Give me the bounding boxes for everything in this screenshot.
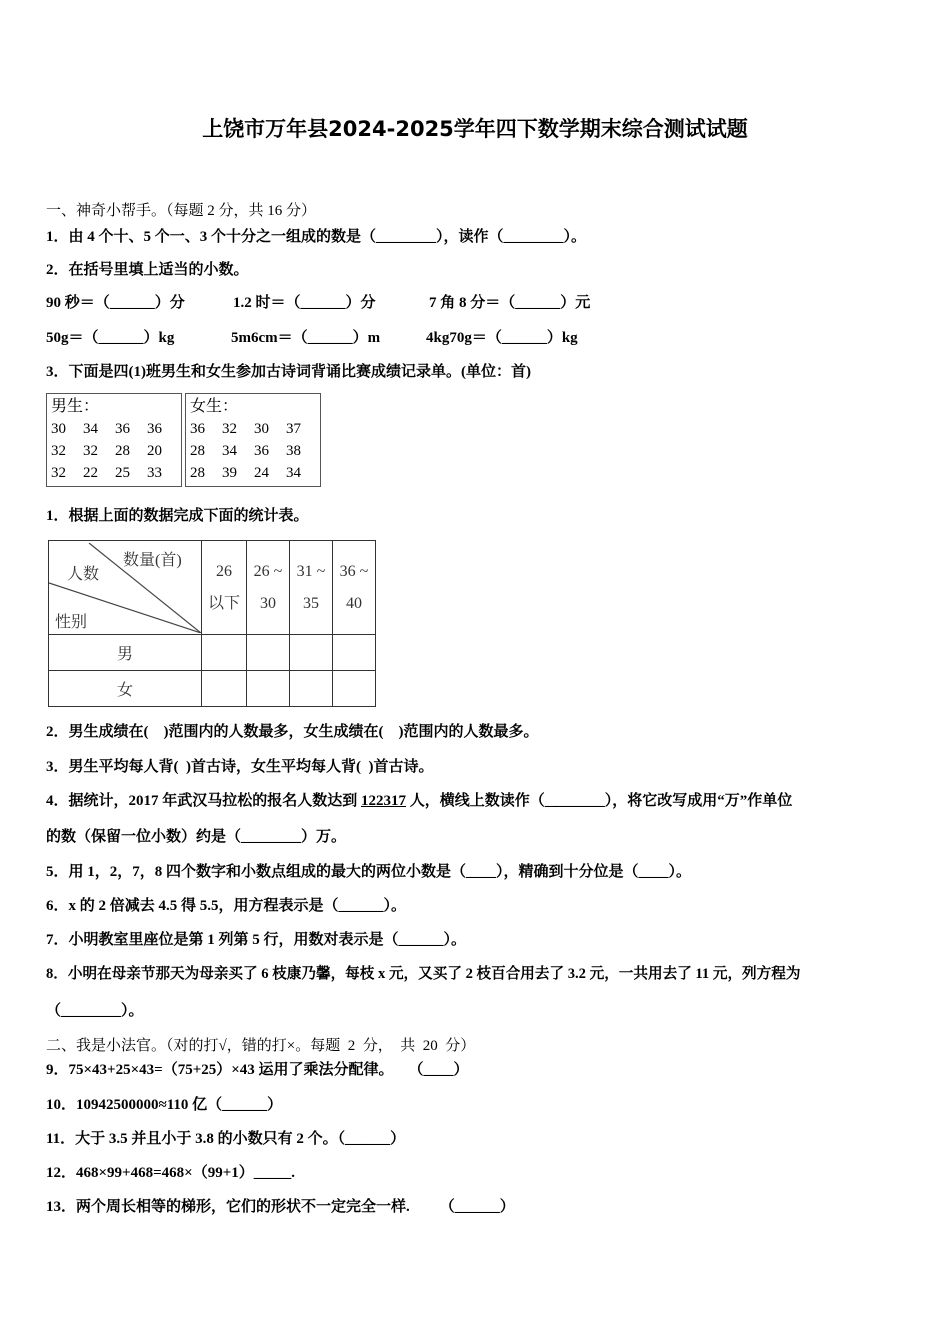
score: 34 bbox=[83, 420, 98, 437]
score: 39 bbox=[222, 464, 237, 481]
score: 28 bbox=[190, 442, 205, 459]
score: 28 bbox=[115, 442, 130, 459]
score: 36 bbox=[115, 420, 130, 437]
question-6: 6．x 的 2 倍减去 4.5 得 5.5，用方程表示是（______）。 bbox=[46, 898, 407, 914]
score: 30 bbox=[254, 420, 269, 437]
corner-top-label: 数量(首) bbox=[123, 551, 182, 569]
diagonal-header bbox=[49, 541, 202, 635]
q2-item: 7 角 8 分＝（______）元 bbox=[429, 295, 591, 311]
score: 20 bbox=[147, 442, 162, 459]
corner-middle-label: 人数 bbox=[67, 565, 100, 583]
blank-cell[interactable] bbox=[202, 671, 247, 707]
question-3: 3．下面是四(1)班男生和女生参加古诗词背诵比赛成绩记录单。(单位：首) bbox=[46, 364, 531, 380]
column-header: 31 ~ 35 bbox=[290, 541, 333, 635]
corner-bottom-label: 性别 bbox=[55, 613, 88, 631]
score: 24 bbox=[254, 464, 269, 481]
blank-cell[interactable] bbox=[333, 635, 376, 671]
boys-label: 男生： bbox=[51, 398, 100, 415]
question-4-continued: 的数（保留一位小数）约是（________）万。 bbox=[46, 829, 347, 845]
question-5: 5．用 1，2，7，8 四个数字和小数点组成的最大的两位小数是（____），精确到十分位是（____）。 bbox=[46, 864, 692, 880]
score: 30 bbox=[51, 420, 66, 437]
score: 36 bbox=[254, 442, 269, 459]
score: 38 bbox=[286, 442, 301, 459]
statistics-table bbox=[48, 540, 376, 707]
question-8-continued: （________）。 bbox=[46, 1003, 144, 1019]
question-9: 9．75×43+25×43=（75+25）×43 运用了乘法分配律。 （____） bbox=[46, 1062, 469, 1078]
blank-cell[interactable] bbox=[333, 671, 376, 707]
column-header: 26 ~ 30 bbox=[247, 541, 290, 635]
page-title: 上饶市万年县2024-2025学年四下数学期末综合测试试题 bbox=[202, 117, 748, 141]
sub-question-3: 3．男生平均每人背( )首古诗，女生平均每人背( )首古诗。 bbox=[46, 759, 434, 775]
question-2: 2．在括号里填上适当的小数。 bbox=[46, 262, 249, 278]
score: 33 bbox=[147, 464, 162, 481]
underlined-number: 122317 bbox=[361, 793, 407, 809]
score: 32 bbox=[51, 442, 66, 459]
sub-question-1: 1．根据上面的数据完成下面的统计表。 bbox=[46, 508, 309, 524]
question-7: 7．小明教室里座位是第 1 列第 5 行，用数对表示是（______）。 bbox=[46, 932, 467, 948]
score: 28 bbox=[190, 464, 205, 481]
section-2-heading: 二、我是小法官。（对的打√，错的打×。每题 2 分， 共 20 分） bbox=[46, 1038, 476, 1054]
score: 22 bbox=[83, 464, 98, 481]
column-header: 26 以下 bbox=[202, 541, 247, 635]
q4-text: 人，横线上数读作（________），将它改写成用“万”作单位 bbox=[406, 793, 793, 809]
column-header: 36 ~ 40 bbox=[333, 541, 376, 635]
row-label-male: 男 bbox=[49, 635, 202, 671]
score: 32 bbox=[222, 420, 237, 437]
score: 36 bbox=[147, 420, 162, 437]
q4-text: 4．据统计，2017 年武汉马拉松的报名人数达到 bbox=[46, 793, 362, 809]
score: 37 bbox=[286, 420, 301, 437]
q2-item: 1.2 时＝（______）分 bbox=[233, 295, 376, 311]
question-8: 8．小明在母亲节那天为母亲买了 6 枝康乃馨，每枝 x 元，又买了 2 枝百合用去了 3.2 元，一共用去了 11 元，列方程为 bbox=[46, 966, 801, 982]
sub-question-2: 2．男生成绩在( )范围内的人数最多，女生成绩在( )范围内的人数最多。 bbox=[46, 724, 539, 740]
score: 25 bbox=[115, 464, 130, 481]
q2-item: 90 秒＝（______）分 bbox=[46, 295, 185, 311]
q2-item: 5m6cm＝（______）m bbox=[231, 330, 381, 346]
question-4 bbox=[46, 791, 792, 811]
question-13: 13．两个周长相等的梯形，它们的形状不一定完全一样. （______） bbox=[46, 1199, 515, 1215]
row-label-female: 女 bbox=[49, 671, 202, 707]
question-12: 12．468×99+468=468×（99+1）_____. bbox=[46, 1165, 295, 1181]
question-11: 11．大于 3.5 并且小于 3.8 的小数只有 2 个。（______） bbox=[46, 1131, 406, 1147]
girls-scores bbox=[185, 393, 321, 487]
girls-label: 女生： bbox=[190, 398, 239, 415]
section-1-heading: 一、神奇小帮手。（每题 2 分，共 16 分） bbox=[46, 203, 317, 219]
blank-cell[interactable] bbox=[290, 671, 333, 707]
boys-scores bbox=[46, 393, 182, 487]
score-records bbox=[46, 393, 321, 487]
blank-cell[interactable] bbox=[202, 635, 247, 671]
q2-item: 50g＝（______）kg bbox=[46, 330, 175, 346]
question-10: 10．10942500000≈110 亿（______） bbox=[46, 1097, 283, 1113]
blank-cell[interactable] bbox=[247, 635, 290, 671]
score: 34 bbox=[222, 442, 237, 459]
blank-cell[interactable] bbox=[290, 635, 333, 671]
score: 32 bbox=[83, 442, 98, 459]
score: 36 bbox=[190, 420, 205, 437]
score: 32 bbox=[51, 464, 66, 481]
q2-item: 4kg70g＝（______）kg bbox=[426, 330, 578, 346]
question-1: 1．由 4 个十、5 个一、3 个十分之一组成的数是（________），读作（________）。 bbox=[46, 229, 587, 245]
blank-cell[interactable] bbox=[247, 671, 290, 707]
score: 34 bbox=[286, 464, 301, 481]
